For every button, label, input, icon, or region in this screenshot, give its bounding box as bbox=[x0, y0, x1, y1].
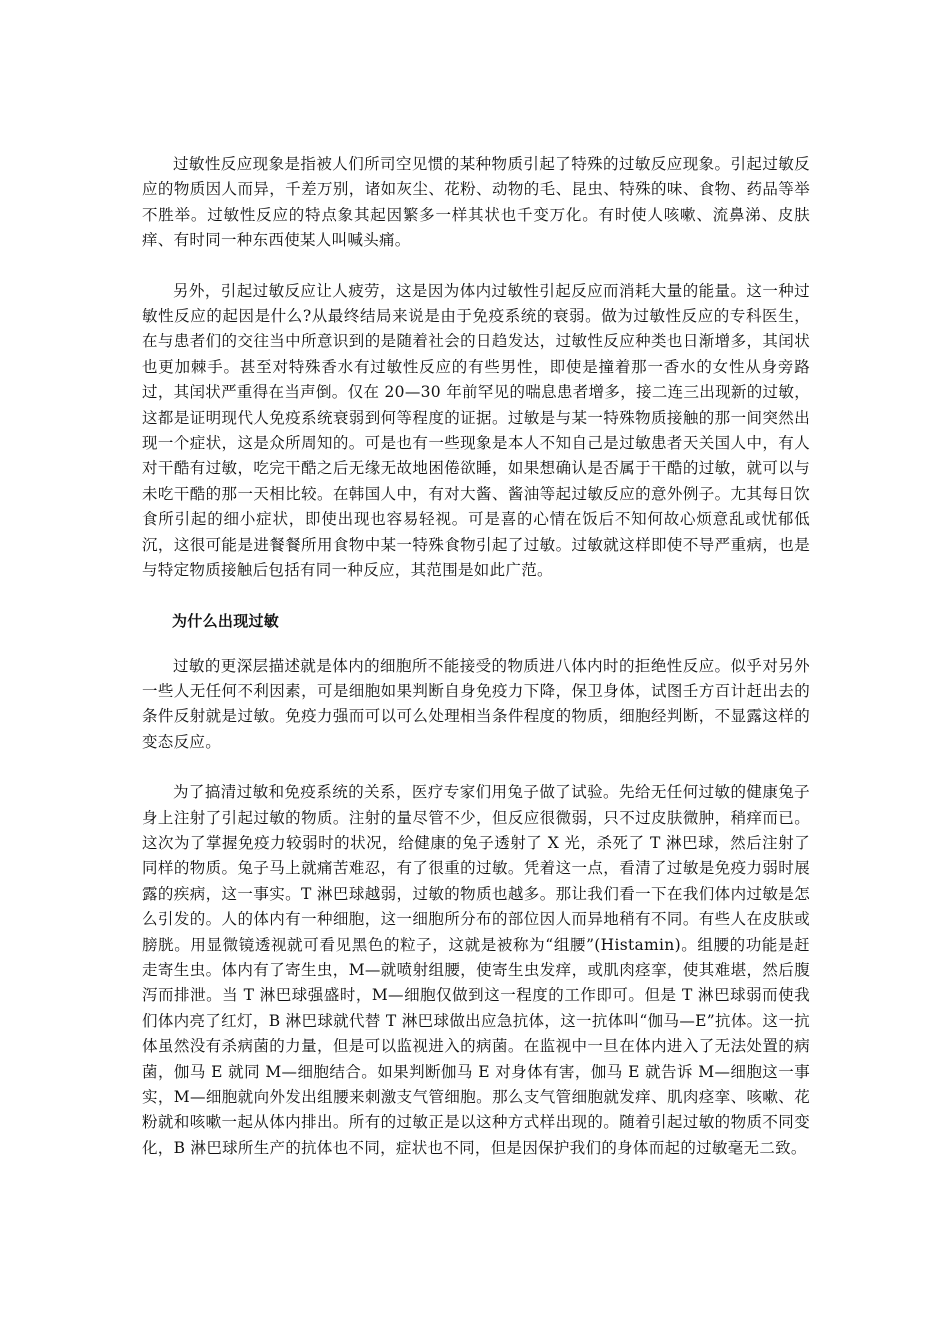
paragraph-spacer bbox=[142, 755, 810, 780]
section-heading: 为什么出现过敏 bbox=[172, 611, 280, 630]
paragraph-spacer bbox=[142, 634, 810, 654]
paragraph-causes: 另外，引起过敏反应让人疲劳，这是因为体内过敏性引起反应而消耗大量的能量。这一种过敏性反应的起因是什么?从最终结局来说是由于免疫系统的衰弱。做为过敏性反应的专科医生，在与患者们的交往当中所意识到的是随着社会的日趋发达，过敏性反应种类也日渐增多，其闰状也更加棘手。甚至对特殊香水有过敏性反应的有些男性，即使是撞着那一香水的女性从身旁路过，其闰状严重得在当声倒。仅在 20—30 年前罕见的喘息患者增多，接二连三出现新的过敏，这都是证明现代人免疫系统衰弱到何等程度的证据。过敏是与某一特殊物质接触的那一间突然出现一个症状，这是众所周知的。可是也有一些现象是本人不知自己是过敏患者天关国人中，有人对干酷有过敏，吃完干酷之后无缘无故地困倦欲睡，如果想确认是否属于干酷的过敏，就可以与未吃干酷的那一天相比较。在韩国人中，有对大酱、酱油等起过敏反应的意外例子。尢其每日饮食所引起的细小症状，即使出现也容易轻视。可是喜的心情在饭后不知何故心烦意乱或忧郁低沉，这很可能是进餐餐所用食物中某一特殊食物引起了过敏。过敏就这样即使不导严重病，也是与特定物质接触后包括有同一种反应，其范围是如此广范。 bbox=[142, 281, 810, 580]
paragraph-intro: 过敏性反应现象是指被人们所司空见惯的某种物质引起了特殊的过敏反应现象。引起过敏反应的物质因人而异，千差万别，诸如灰尘、花粉、动物的毛、昆虫、特殊的味、食物、药品等举不胜举。过敏性反应的特点象其起因繁多一样其状也千变万化。有时使人咳嗽、流鼻涕、皮肤痒、有时同一种东西使某人叫喊头痛。 bbox=[142, 155, 810, 250]
paragraph-experiment: 为了搞清过敏和免疫系统的关系，医疗专家们用兔子做了试验。先给无任何过敏的健康兔子身上注射了引起过敏的物质。注射的量尽管不少，但反应很微弱，只不过皮肤微肿，稍痒而已。这次为了掌握免疫力较弱时的状况，给健康的兔子透射了 X 光，杀死了 T 淋巴球，然后注射了同样的物质。兔子马上就痛苦难忍，有了很重的过敏。凭着这一点，看清了过敏是免疫力弱时展露的疾病，这一事实。T 淋巴球越弱，过敏的物质也越多。那让我们看一下在我们体内过敏是怎么引发的。人的体内有一种细胞，这一细胞所分布的部位因人而异地稍有不同。有些人在皮肤或膀胱。用显微镜透视就可看见黑色的粒子，这就是被称为“组腰”(Histamin)。组腰的功能是赶走寄生虫。体内有了寄生虫，M—就喷射组腰，使寄生虫发痒，或肌肉痉挛，使其难堪，然后腹泻而排泄。当 T 淋巴球强盛时，M—细胞仅做到这一程度的工作即可。但是 T 淋巴球弱而使我们体内亮了红灯，B 淋巴球就代替 T 淋巴球做出应急抗体，这一抗体叫“伽马—E”抗体。这一抗体虽然没有杀病菌的力量，但是可以监视进入的病菌。在监视中一旦在体内进入了无法处置的病菌，伽马 E 就同 M—细胞结合。如果判断伽马 E 对身体有害，伽马 E 就告诉 M—细胞这一事实，M—细胞就向外发出组腰来刺激支气管细胞。那么支气管细胞就发痒、肌肉痉挛、咳嗽、花粉就和咳嗽一起从体内排出。所有的过敏正是以这种方式样出现的。随着引起过敏的物质不同变化，B 淋巴球所生产的抗体也不同，症状也不同，但是因保护我们的身体而起的过敏毫无二致。 bbox=[142, 783, 810, 1157]
document-body bbox=[142, 152, 810, 1161]
paragraph-spacer bbox=[142, 254, 810, 279]
paragraph-definition: 过敏的更深层描述就是体内的细胞所不能接受的物质进八体内时的拒绝性反应。似乎对另外一些人无任何不利因素，可是细胞如果判断自身免疫力下降，保卫身体，试图壬方百计赶出去的条件反射就是过敏。免疫力强而可以可么处理相当条件程度的物质，细胞经判断，不显露这样的变态反应。 bbox=[142, 656, 810, 751]
paragraph-spacer bbox=[142, 584, 810, 609]
